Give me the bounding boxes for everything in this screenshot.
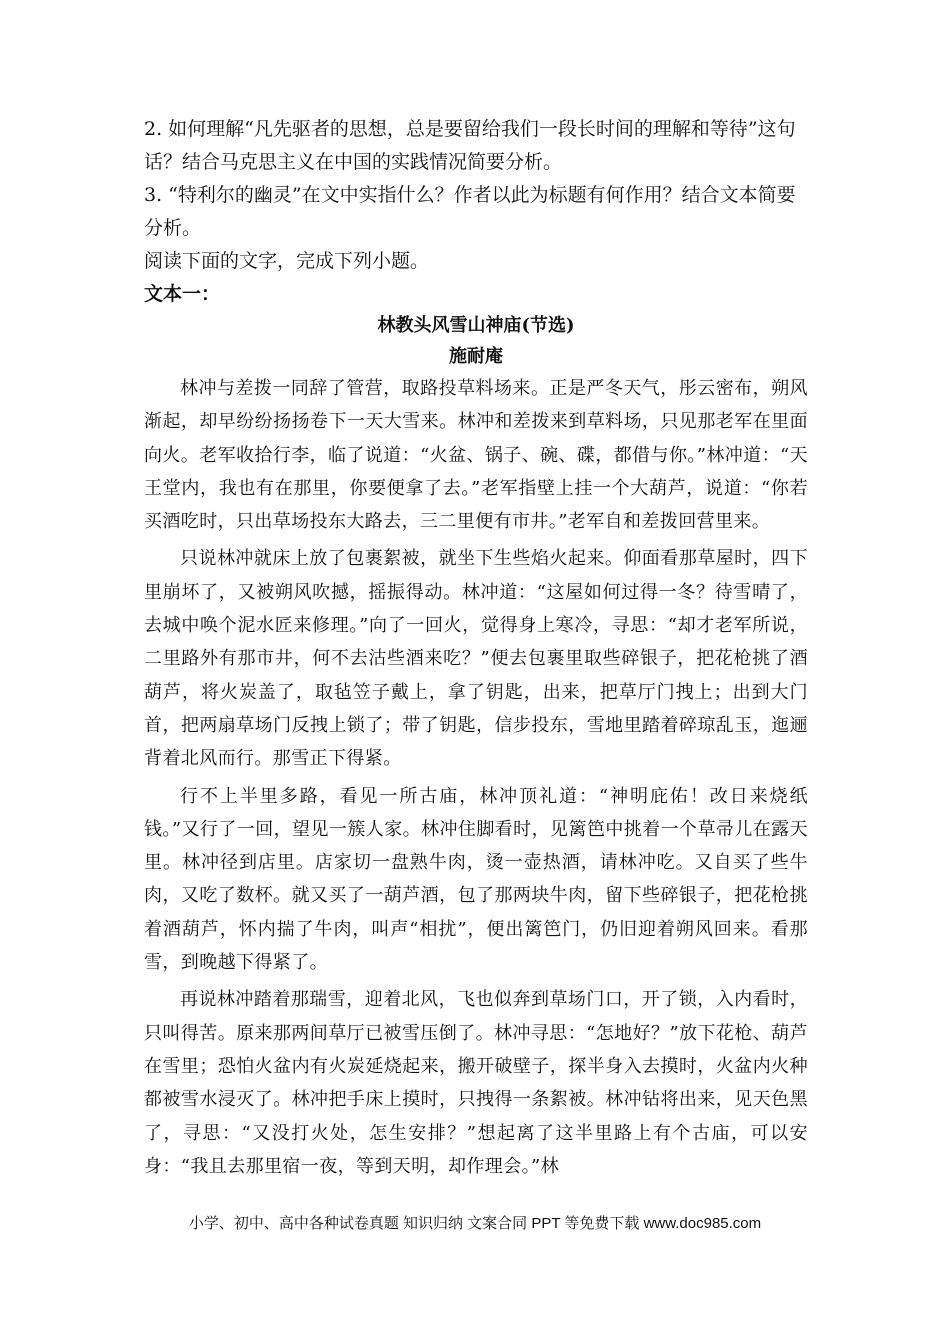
story-author: 施耐庵	[449, 346, 503, 367]
paragraph: 再说林冲踏着那瑞雪，迎着北风，飞也似奔到草场门口，开了锁，入内看时，只叫得苦。原来那两间草厅已被雪压倒了。林冲寻思：“怎地好？”放下花枪、葫芦在雪里；恐怕火盆内有火炭延烧起来，搬开破壁子，探半身入去摸时，火盆内火种都被雪水浸灭了。林冲把手床上摸时，只拽得一条絮被。林冲钻将出来，见天色黑了，寻思：“又没打火处，怎生安排？”想起离了这半里路上有个古庙，可以安身：“我且去那里宿一夜，等到天明，却作理会。”林	[144, 989, 808, 1177]
question-3: 3. “特利尔的幽灵”在文中实指什么？作者以此为标题有何作用？结合文本简要分析。	[144, 184, 796, 239]
paragraph: 只说林冲就床上放了包裹絮被，就坐下生些焰火起来。仰面看那草屋时，四下里崩坏了，又被朔风吹撼，摇振得动。林冲道：“这屋如何过得一冬？待雪晴了，去城中唤个泥水匠来修理。”向了一回火，觉得身上寒冷，寻思：“却才老军所说，二里路外有那市井，何不去沽些酒来吃？”便去包裹里取些碎银子，把花枪挑了酒葫芦，将火炭盖了，取毡笠子戴上，拿了钥匙，出来，把草厅门拽上；出到大门首，把两扇草场门反拽上锁了；带了钥匙，信步投东，雪地里踏着碎琼乱玉，迤逦背着北风而行。那雪正下得紧。	[144, 548, 808, 770]
story-title: 林教头风雪山神庙(节选)	[377, 315, 575, 336]
reading-instruction: 阅读下面的文字，完成下列小题。	[144, 250, 430, 272]
page-footer: 小学、初中、高中各种试卷真题 知识归纳 文案合同 PPT 等免费下载 www.doc985.com	[188, 1215, 762, 1232]
paragraph: 林冲与差拨一同辞了管营，取路投草料场来。正是严冬天气，彤云密布，朔风渐起，却早纷纷扬扬卷下一天大雪来。林冲和差拨来到草料场，只见那老军在里面向火。老军收拾行李，临了说道：“火盆、锅子、碗、碟，都借与你。”林冲道：“天王堂内，我也有在那里，你要便拿了去。”老军指壁上挂一个大葫芦，说道：“你若买酒吃时，只出草场投东大路去，三二里便有市井。”老军自和差拨回营里来。	[144, 378, 808, 533]
question-list	[144, 113, 808, 278]
section-label: 文本一：	[144, 283, 221, 305]
paragraph: 行不上半里多路，看见一所古庙，林冲顶礼道：“神明庇佑！改日来烧纸钱。”又行了一回，望见一簇人家。林冲住脚看时，见篱笆中挑着一个草帚儿在露天里。林冲径到店里。店家切一盘熟牛肉，烫一壶热酒，请林冲吃。又自买了些牛肉，又吃了数杯。就又买了一葫芦酒，包了那两块牛肉，留下些碎银子，把花枪挑着酒葫芦，怀内揣了牛肉，叫声“相扰”，便出篱笆门，仍旧迎着朔风回来。看那雪，到晚越下得紧了。	[144, 785, 808, 974]
question-2: 2. 如何理解“凡先驱者的思想，总是要留给我们一段长时间的理解和等待”这句话？结合马克思主义在中国的实践情况简要分析。	[144, 118, 796, 173]
story-body	[144, 372, 808, 1187]
